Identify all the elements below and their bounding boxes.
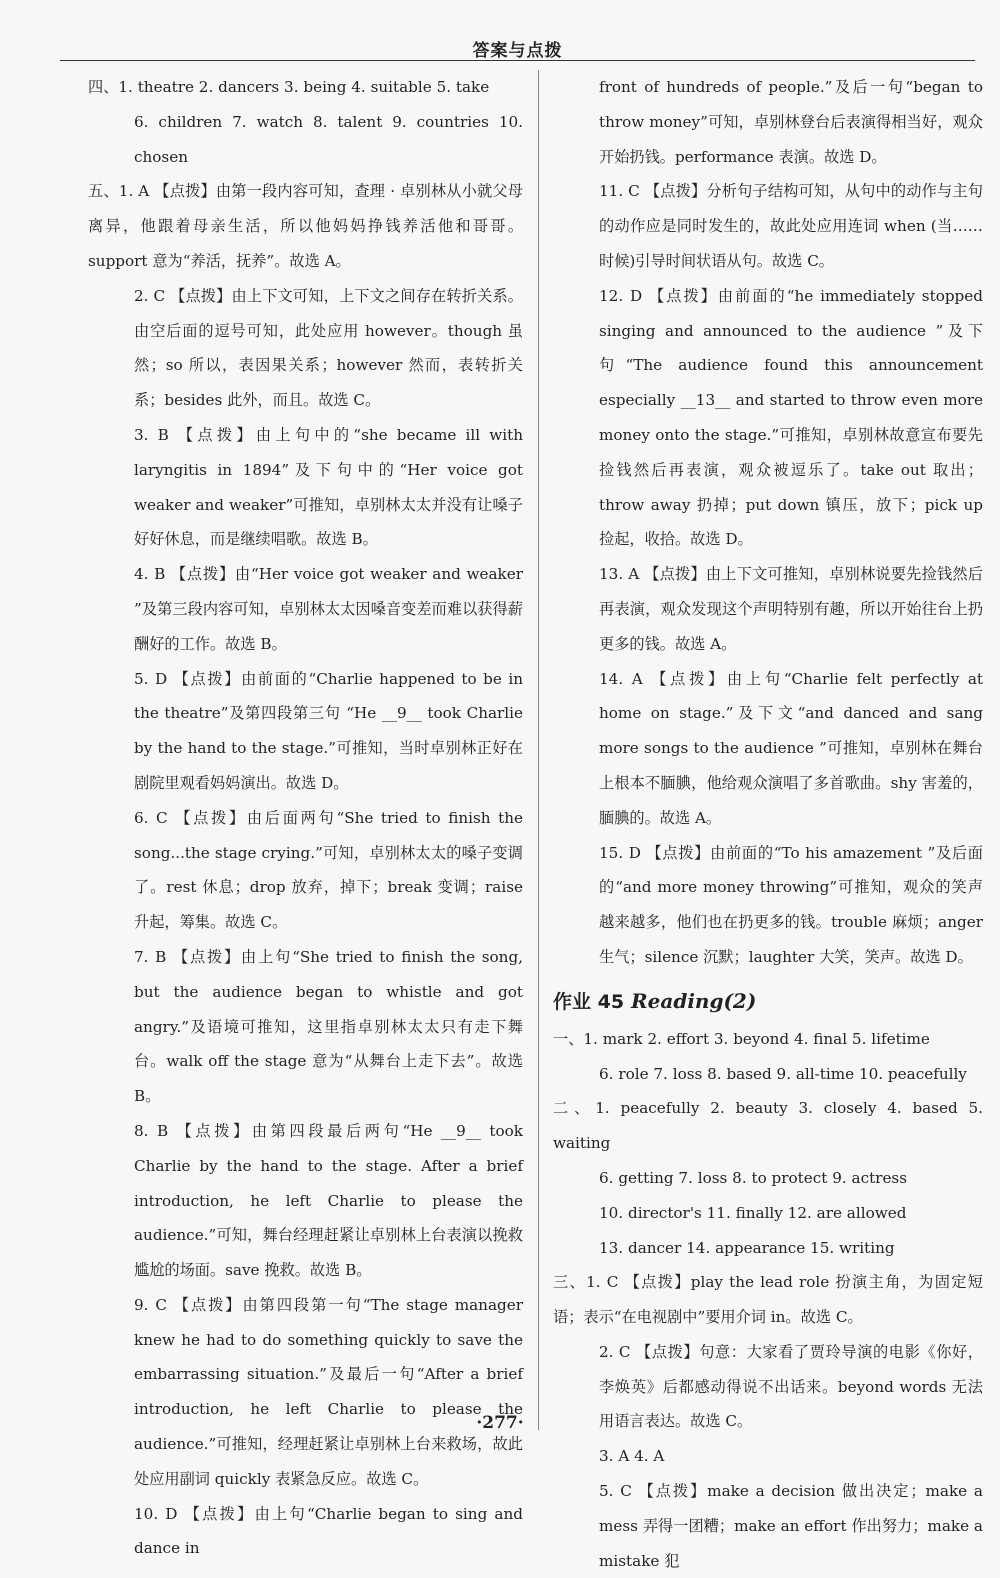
left-column — [88, 70, 523, 1566]
answer-item: 五、1. A 【点拨】由第一段内容可知，查理 · 卓别林从小就父母离异，他跟着母亲生活，所以他妈妈挣钱养活他和哥哥。support 意为“养活，抚养”。故选 A。 — [88, 182, 523, 270]
answer-item: 10. D 【点拨】由上句“Charlie began to sing and dance in — [134, 1504, 523, 1558]
answer-item: front of hundreds of people.”及后一句“began to throw money”可知，卓别林登台后表演得相当好，观众开始扔钱。performance 表演。故选 D。 — [599, 78, 983, 166]
answer-item: 2. C 【点拨】由上下文可知，上下文之间存在转折关系。由空后面的逗号可知，此处应用 however。though 虽然；so 所以，表因果关系；however 然而，表转折关系；besides 此外，而且。故选 C。 — [134, 286, 523, 410]
answer-item: 13. A 【点拨】由上下文可推知，卓别林说要先捡钱然后再表演，观众发现这个声明特别有趣，所以开始往台上扔更多的钱。故选 A。 — [599, 565, 983, 653]
answer-item: 9. C 【点拨】由第四段第一句“The stage manager knew he had to do something quickly to save the embarrassing situation.”及最后一句“After a brief introduction, he left Charlie to please the audience.”可推知，经理赶紧让卓别林上台来救场，故此处应用副词 quickly 表紧急反应。故选 C。 — [134, 1295, 523, 1488]
answer-item: 15. D 【点拨】由前面的“To his amazement ”及后面的“and more money throwing”可推知，观众的笑声越来越多，他们也在扔更多的钱。trouble 麻烦；anger 生气；silence 沉默；laughter 大笑，笑声。故选 D。 — [599, 843, 983, 966]
answer-line: 6. role 7. loss 8. based 9. all-time 10. peacefully — [599, 1064, 967, 1083]
column-divider — [538, 70, 539, 1430]
answer-item: 14. A 【点拨】由上句“Charlie felt perfectly at home on stage.”及下文“and danced and sang more songs to the audience ”可推知，卓别林在舞台上根本不腼腆，他给观众演唱了多首歌曲。shy 害羞的，腼腆的。故选 A。 — [599, 669, 983, 827]
answer-item: 5. C 【点拨】make a decision 做出决定；make a mess 弄得一团糟；make an effort 作出努力；make a mistake 犯 — [599, 1482, 983, 1570]
answer-line: 3. A 4. A — [599, 1447, 665, 1466]
answer-item: 8. B 【点拨】由第四段最后两句“He __9__ took Charlie by the hand to the stage. After a brief introduction, he left Charlie to please the audience.”可知，舞台经理赶紧让卓别林上台表演以挽救尴尬的场面。save 挽救。故选 B。 — [134, 1121, 523, 1280]
answer-item: 5. D 【点拨】由前面的“Charlie happened to be in the theatre”及第四段第三句 “He __9__ took Charlie by the hand to the stage.”可推知，当时卓别林正好在剧院里观看妈妈演出。故选 D。 — [134, 669, 523, 792]
answer-line: 6. getting 7. loss 8. to protect 9. actress — [599, 1168, 908, 1187]
answer-item: 6. C 【点拨】由后面两句“She tried to finish the song...the stage crying.”可知，卓别林太太的嗓子变调了。rest 休息；drop 放弃，掉下；break 变调；raise 升起，筹集。故选 C。 — [134, 808, 523, 932]
answer-line: 二、1. peacefully 2. beauty 3. closely 4. based 5. waiting — [553, 1099, 983, 1153]
answer-line: 10. director's 11. finally 12. are allowed — [599, 1203, 907, 1222]
section-number: 作业 45 — [553, 990, 625, 1013]
answer-item: 4. B 【点拨】由“Her voice got weaker and weaker ”及第三段内容可知，卓别林太太因嗓音变差而难以获得薪酬好的工作。故选 B。 — [134, 565, 523, 653]
header-title: 答案与点拨 — [472, 41, 563, 61]
answer-item: 3. B 【点拨】由上句中的“she became ill with laryngitis in 1894”及下句中的“Her voice got weaker and weaker”可推知，卓别林太太并没有让嗓子好好休息，而是继续唱歌。故选 B。 — [134, 425, 523, 549]
section-heading — [553, 981, 983, 1022]
section-name: Reading(2) — [631, 988, 757, 1013]
answer-item: 7. B 【点拨】由上句“She tried to finish the song, but the audience began to whistle and got angry.”及语境可推知，这里指卓别林太太只有走下舞台。walk off the stage 意为“从舞台上走下去”。故选 B。 — [134, 947, 523, 1106]
right-column — [553, 70, 983, 1578]
answer-item: 12. D 【点拨】由前面的“he immediately stopped singing and announced to the audience ”及下句“The audience found this announcement especially __13__ and started to throw even more money onto the stage.”可推知，卓别林故意宣布要先捡钱然后再表演，观众被逗乐了。take out 取出；throw away 扔掉；put down 镇压，放下；pick up 捡起，收拾。故选 D。 — [599, 286, 983, 549]
answer-line: 13. dancer 14. appearance 15. writing — [599, 1238, 895, 1257]
answer-item: 2. C 【点拨】句意：大家看了贾玲导演的电影《你好，李焕英》后都感动得说不出话来。beyond words 无法用语言表达。故选 C。 — [599, 1342, 983, 1431]
answer-item: 三、1. C 【点拨】play the lead role 扮演主角，为固定短语；表示“在电视剧中”要用介词 in。故选 C。 — [553, 1273, 983, 1327]
answer-line: 6. children 7. watch 8. talent 9. countries 10. chosen — [134, 112, 523, 166]
answer-line: 四、1. theatre 2. dancers 3. being 4. suitable 5. take — [88, 78, 490, 96]
page-number: ·277· — [476, 1413, 524, 1433]
answer-item: 11. C 【点拨】分析句子结构可知，从句中的动作与主句的动作应是同时发生的，故此处应用连词 when (当……时候)引导时间状语从句。故选 C。 — [599, 182, 983, 270]
page-header — [60, 30, 975, 61]
answer-line: 一、1. mark 2. effort 3. beyond 4. final 5. lifetime — [553, 1029, 930, 1048]
